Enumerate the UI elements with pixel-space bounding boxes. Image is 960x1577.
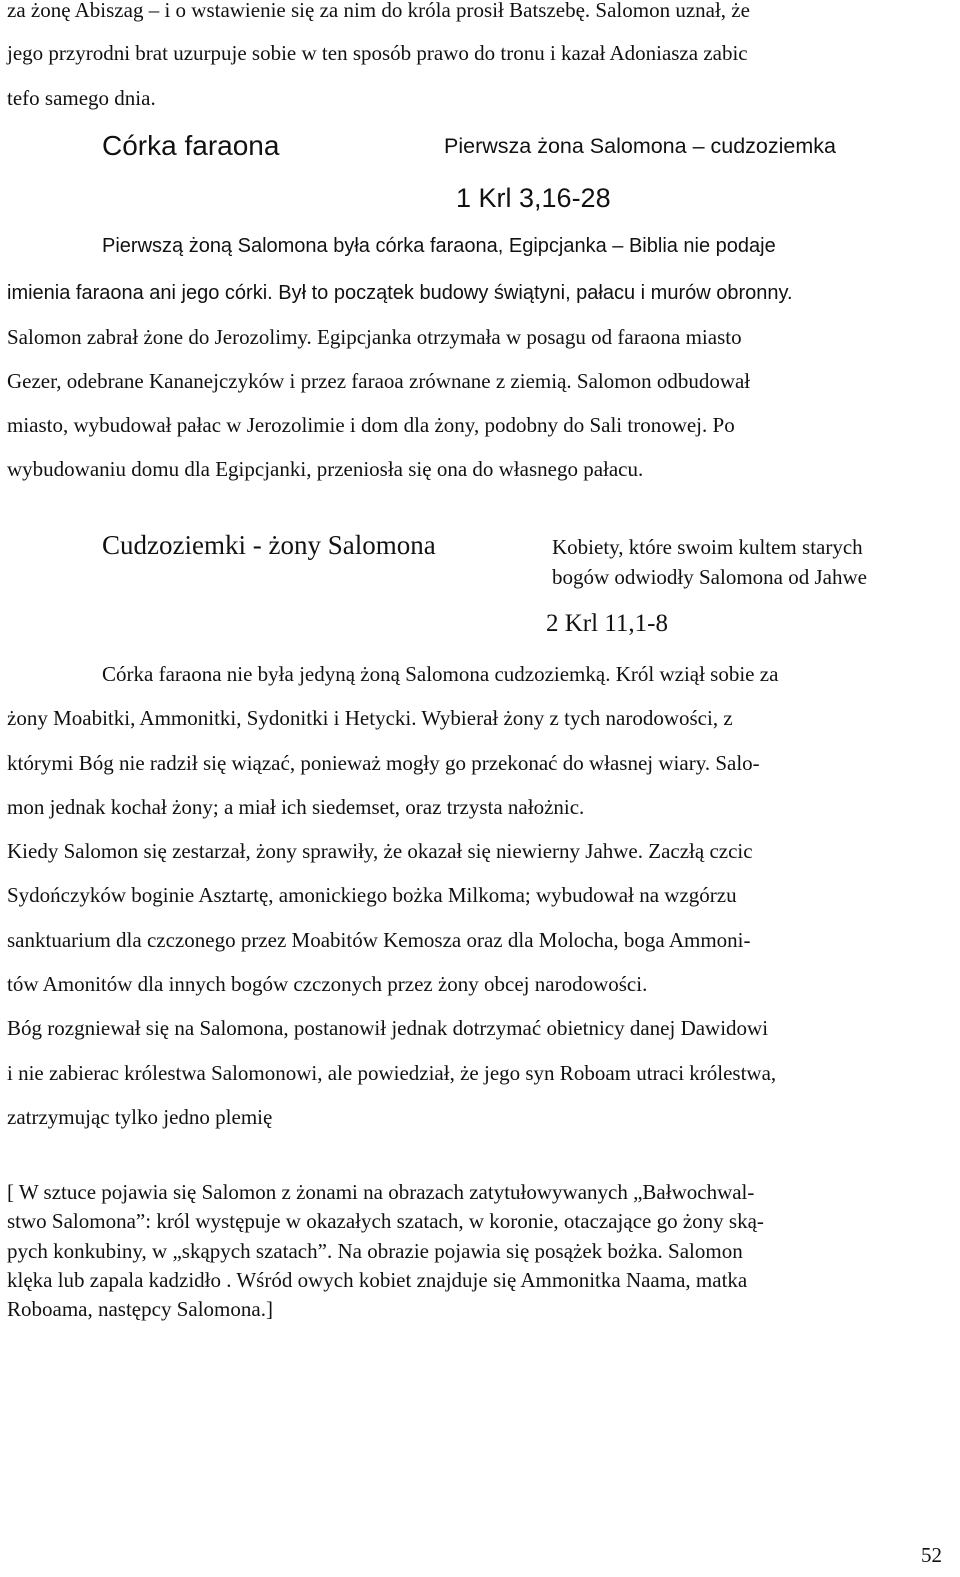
body-line: wybudowaniu domu dla Egipcjanki, przeniosła się ona do własnego pałacu. — [7, 457, 644, 481]
section-subtitle: Kobiety, które swoim kultem starych — [552, 535, 863, 559]
note-line: [ W sztuce pojawia się Salomon z żonami na obrazach zatytułowywanych „Bałwochwal- — [7, 1180, 755, 1204]
body-line: miasto, wybudował pałac w Jerozolimie i dom dla żony, podobny do Sali tronowej. Po — [7, 413, 735, 437]
body-line: Kiedy Salomon się zestarzał, żony sprawiły, że okazał się niewierny Jahwe. Zaczłą czcic — [7, 839, 753, 863]
body-line: którymi Bóg nie radził się wiązać, ponieważ mogły go przekonać do własnej wiary. Salo- — [7, 751, 760, 775]
bible-reference: 2 Krl 11,1-8 — [546, 610, 668, 637]
body-line: żony Moabitki, Ammonitki, Sydonitki i Hetycki. Wybierał żony z tych narodowości, z — [7, 706, 733, 730]
body-line: sanktuarium dla czczonego przez Moabitów Kemosza oraz dla Molocha, boga Ammoni- — [7, 928, 751, 952]
note-line: stwo Salomona”: król występuje w okazałych szatach, w koronie, otaczające go żony ską- — [7, 1209, 764, 1233]
body-line: imienia faraona ani jego córki. Był to początek budowy świątyni, pałacu i murów obronny. — [7, 282, 793, 304]
body-line: Salomon zabrał żone do Jerozolimy. Egipcjanka otrzymała w posagu od faraona miasto — [7, 325, 742, 349]
body-line: Gezer, odebrane Kananejczyków i przez faraoa zrównane z ziemią. Salomon odbudował — [7, 369, 751, 393]
intro-line: tefo samego dnia. — [7, 86, 156, 110]
body-line: zatrzymując tylko jedno plemię — [7, 1105, 273, 1129]
section-subtitle: Pierwsza żona Salomona – cudzoziemka — [444, 134, 836, 158]
body-line: i nie zabierac królestwa Salomonowi, ale powiedział, że jego syn Roboam utraci królestwa, — [7, 1061, 777, 1085]
body-line: Pierwszą żoną Salomona była córka faraona, Egipcjanka – Biblia nie podaje — [102, 235, 776, 257]
body-line: Córka faraona nie była jedyną żoną Salomona cudzoziemką. Król wziął sobie za — [102, 662, 779, 686]
section-title: Córka faraona — [102, 130, 280, 161]
note-line: pych konkubiny, w „skąpych szatach”. Na obrazie pojawia się posążek bożka. Salomon — [7, 1239, 743, 1263]
page-number: 52 — [921, 1543, 942, 1567]
body-line: mon jednak kochał żony; a miał ich siedemset, oraz trzysta nałożnic. — [7, 795, 585, 819]
body-line: Sydończyków boginie Asztartę, amonickiego bożka Milkoma; wybudował na wzgórzu — [7, 883, 737, 907]
intro-line: za żonę Abiszag – i o wstawienie się za nim do króla prosił Batszebę. Salomon uznał, że — [7, 0, 750, 22]
note-line: klęka lub zapala kadzidło . Wśród owych kobiet znajduje się Ammonitka Naama, matka — [7, 1268, 748, 1292]
intro-line: jego przyrodni brat uzurpuje sobie w ten sposób prawo do tronu i kazał Adoniasza zabic — [7, 41, 748, 65]
body-line: Bóg rozgniewał się na Salomona, postanowił jednak dotrzymać obietnicy danej Dawidowi — [7, 1016, 769, 1040]
bible-reference: 1 Krl 3,16-28 — [456, 183, 611, 213]
section-title: Cudzoziemki - żony Salomona — [102, 530, 436, 560]
section-subtitle: bogów odwiodły Salomona od Jahwe — [552, 565, 867, 589]
note-line: Roboama, następcy Salomona.] — [7, 1297, 273, 1321]
body-line: tów Amonitów dla innych bogów czczonych przez żony obcej narodowości. — [7, 972, 648, 996]
